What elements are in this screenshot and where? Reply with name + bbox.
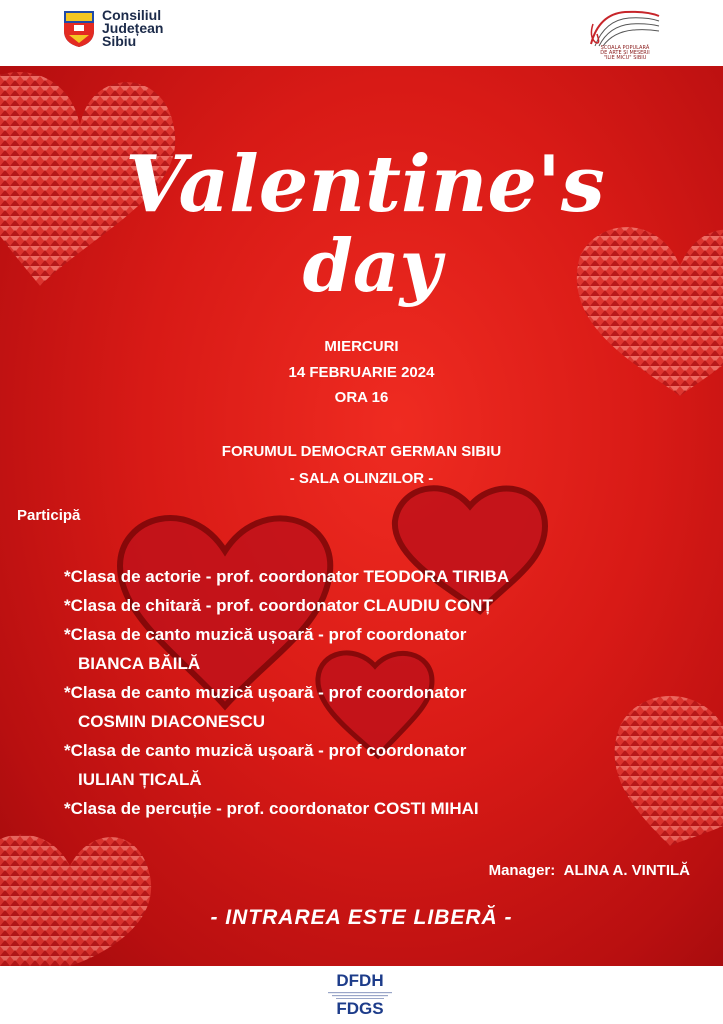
coat-of-arms-icon — [62, 9, 96, 49]
event-time: ORA 16 — [334, 389, 389, 406]
participant-4-class: *Clasa de canto muzică ușoară - prof coordonator — [64, 683, 467, 702]
participants-label: Participă — [17, 507, 81, 524]
event-date: 14 FEBRUARIE 2024 — [288, 364, 435, 381]
participant-4-name: COSMIN DIACONESCU — [78, 712, 266, 731]
council-name-line3: Sibiu — [102, 33, 137, 49]
participant-2 — [64, 591, 714, 620]
participant-2-name: CLAUDIU CONȚ — [363, 596, 493, 615]
school-name-line3: "ILIE MICU" SIBIU — [603, 55, 647, 61]
participant-6-class: *Clasa de percuție - prof. coordonator — [64, 799, 374, 818]
participant-1-name: TEODORA TIRIBA — [363, 567, 510, 586]
manager-label: Manager: — [488, 862, 556, 879]
participant-2-class: *Clasa de chitară - prof. coordonator — [64, 596, 364, 615]
participant-1 — [64, 562, 714, 591]
school-name — [586, 46, 664, 61]
manager-name: ALINA A. VINTILĂ — [563, 862, 690, 879]
county-council-logo — [62, 9, 163, 49]
valentines-poster — [0, 66, 723, 966]
participant-6-name: COSTI MIHAI — [373, 799, 479, 818]
participant-3-name: BIANCA BĂILĂ — [78, 654, 201, 673]
event-venue: FORUMUL DEMOCRAT GERMAN SIBIU — [221, 443, 502, 460]
participant-5-name: IULIAN ȚICALĂ — [78, 770, 202, 789]
title-line2: day — [302, 223, 442, 308]
school-name-line1: ȘCOALA POPULARĂ — [600, 45, 650, 51]
event-hall: - SALA OLINZILOR - — [289, 470, 434, 487]
title-line1: Valentine's — [125, 139, 605, 230]
free-entry-notice: - INTRAREA ESTE LIBERĂ - — [210, 906, 513, 929]
header — [0, 0, 723, 66]
manager — [489, 862, 690, 879]
participant-1-class: *Clasa de actorie - prof. coordonator — [64, 567, 364, 586]
participant-6 — [64, 794, 714, 823]
event-day: MIERCURI — [324, 338, 399, 355]
glitter-heart-bottom-left — [0, 835, 151, 966]
footer — [0, 966, 723, 1024]
council-name-line1: Consiliul — [102, 7, 162, 23]
council-name-line2: Județean — [102, 20, 164, 36]
dfdh-logo-top: DFDH — [336, 971, 384, 990]
poster-title — [0, 66, 723, 326]
participant-3-class: *Clasa de canto muzică ușoară - prof coordonator — [64, 625, 467, 644]
dfdh-logo — [320, 972, 400, 1018]
school-name-line2: DE ARTE ȘI MESERII — [600, 50, 650, 56]
participants-list — [64, 562, 714, 823]
participant-5-class: *Clasa de canto muzică ușoară - prof coordonator — [64, 741, 467, 760]
dfdh-logo-bottom: FDGS — [336, 999, 384, 1018]
